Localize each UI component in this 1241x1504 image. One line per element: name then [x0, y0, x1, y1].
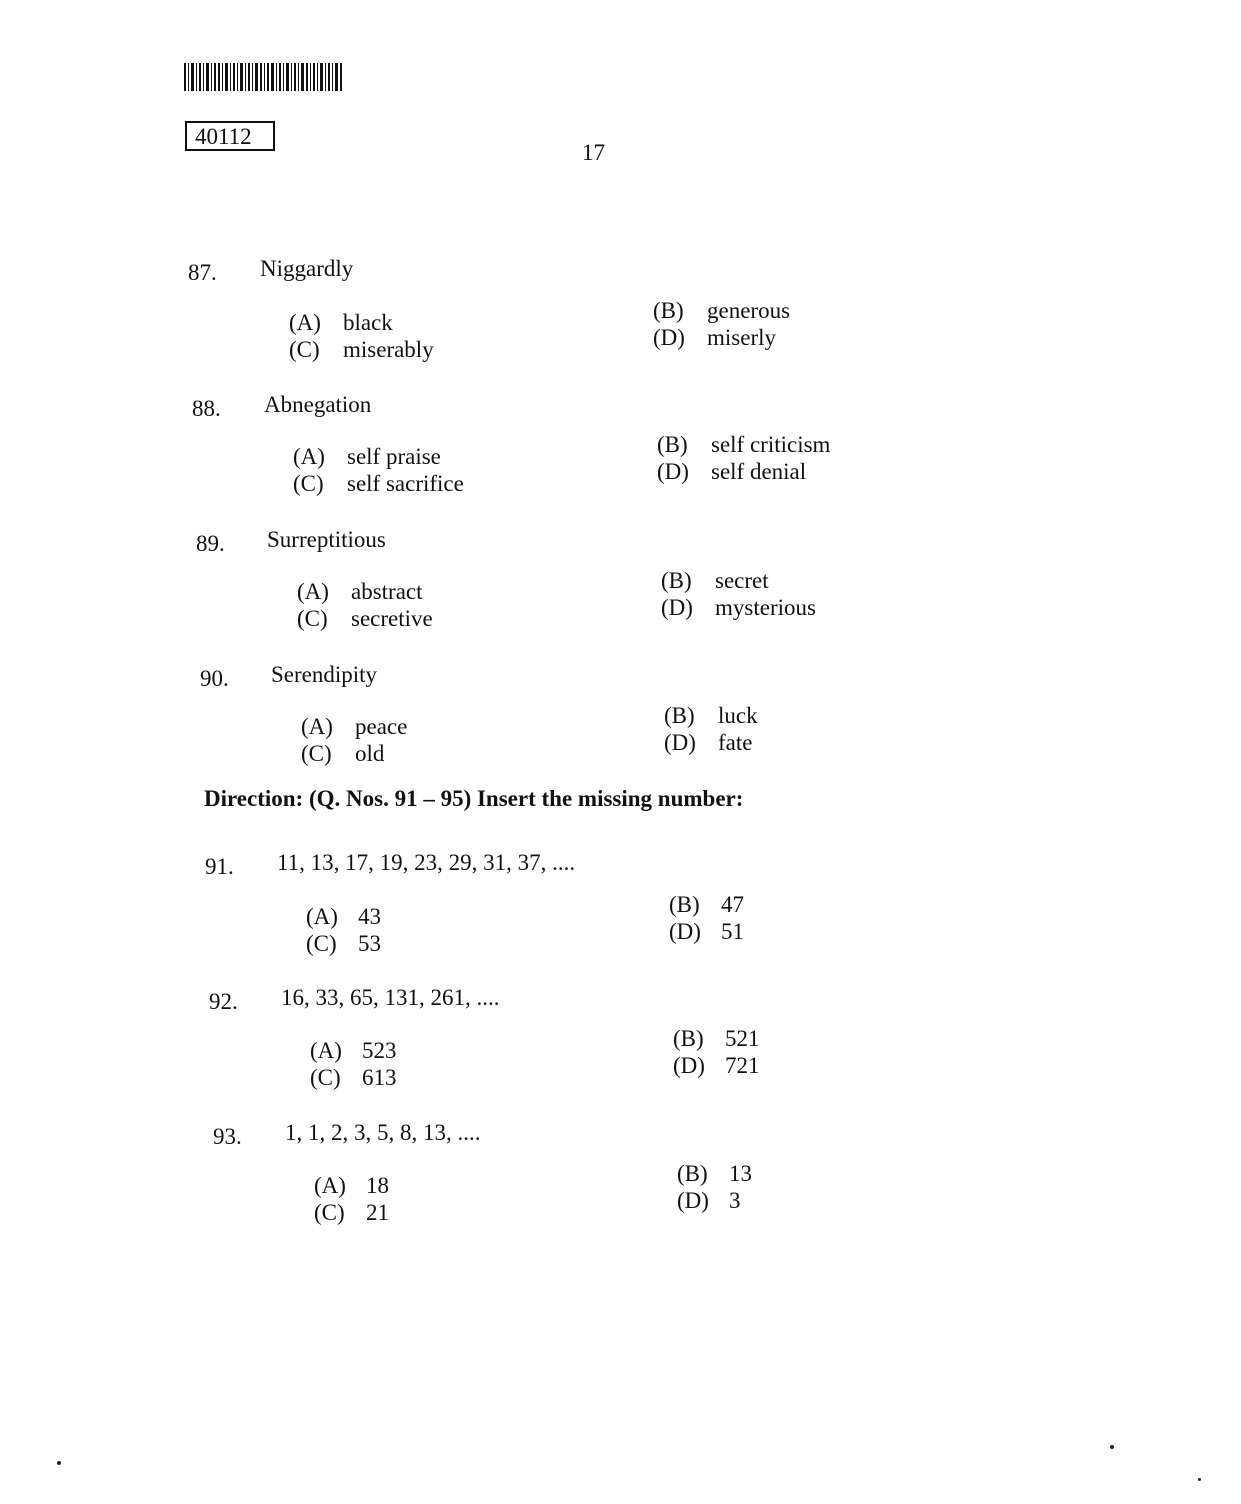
question-stem: Surreptitious	[267, 527, 386, 552]
page-number: 17	[582, 140, 605, 165]
option-label: (C)	[314, 1200, 345, 1225]
option-text: 521	[725, 1026, 760, 1051]
option-text: 721	[725, 1053, 760, 1078]
question-number: 88.	[192, 396, 221, 421]
option-label: (C)	[310, 1065, 341, 1090]
question-number: 92.	[209, 989, 238, 1014]
option-a	[310, 1038, 397, 1064]
option-d	[673, 1053, 760, 1079]
option-text: 47	[721, 892, 744, 917]
option-a	[293, 444, 441, 470]
option-text: 523	[362, 1038, 397, 1063]
option-label: (C)	[289, 337, 320, 362]
option-label: (B)	[661, 568, 692, 593]
option-label: (D)	[664, 730, 696, 755]
option-d	[653, 325, 776, 351]
option-text: miserly	[707, 325, 776, 350]
option-text: self criticism	[711, 432, 831, 457]
option-c	[314, 1200, 389, 1226]
question-stem: Abnegation	[264, 392, 372, 417]
option-b	[657, 432, 830, 458]
option-text: 18	[366, 1173, 389, 1198]
option-a	[297, 579, 423, 605]
option-label: (D)	[673, 1053, 705, 1078]
question-number: 90.	[200, 666, 229, 691]
option-label: (D)	[653, 325, 685, 350]
option-text: miserably	[343, 337, 434, 362]
option-label: (B)	[653, 298, 684, 323]
option-c	[310, 1065, 397, 1091]
option-b	[664, 703, 758, 729]
option-label: (D)	[657, 459, 689, 484]
option-label: (C)	[301, 741, 332, 766]
question-number: 91.	[205, 854, 234, 879]
option-d	[657, 459, 806, 485]
option-label: (B)	[669, 892, 700, 917]
option-label: (A)	[293, 444, 325, 469]
barcode	[184, 63, 342, 91]
option-b	[669, 892, 744, 918]
option-d	[677, 1188, 741, 1214]
option-label: (B)	[673, 1026, 704, 1051]
option-text: 53	[358, 931, 381, 956]
scan-speck	[1110, 1445, 1114, 1449]
option-d	[669, 919, 744, 945]
option-label: (A)	[297, 579, 329, 604]
option-text: generous	[707, 298, 791, 323]
option-label: (D)	[677, 1188, 709, 1213]
question-number: 87.	[188, 260, 217, 285]
option-text: fate	[718, 730, 753, 755]
section-direction: Direction: (Q. Nos. 91 – 95) Insert the missing number:	[204, 786, 744, 811]
option-label: (C)	[297, 606, 328, 631]
option-label: (A)	[289, 310, 321, 335]
scan-speck	[1198, 1478, 1201, 1481]
option-a	[306, 904, 381, 930]
question-number: 89.	[196, 531, 225, 556]
option-text: mysterious	[715, 595, 816, 620]
question-stem: 11, 13, 17, 19, 23, 29, 31, 37, ....	[277, 850, 576, 875]
option-text: self sacrifice	[347, 471, 464, 496]
option-text: 51	[721, 919, 744, 944]
option-text: peace	[355, 714, 408, 739]
option-label: (B)	[657, 432, 688, 457]
option-c	[306, 931, 381, 957]
option-a	[301, 714, 407, 740]
paper-code-box: 40112	[185, 121, 275, 151]
option-label: (B)	[677, 1161, 708, 1186]
option-label: (D)	[661, 595, 693, 620]
option-text: luck	[718, 703, 758, 728]
question-stem: 16, 33, 65, 131, 261, ....	[281, 985, 500, 1010]
option-label: (A)	[310, 1038, 342, 1063]
option-a	[314, 1173, 389, 1199]
question-stem: 1, 1, 2, 3, 5, 8, 13, ....	[285, 1120, 481, 1145]
option-label: (A)	[306, 904, 338, 929]
option-label: (B)	[664, 703, 695, 728]
option-b	[653, 298, 790, 324]
option-text: self denial	[711, 459, 807, 484]
question-stem: Niggardly	[260, 256, 354, 281]
option-d	[661, 595, 816, 621]
option-text: old	[355, 741, 385, 766]
option-c	[297, 606, 433, 632]
option-c	[289, 337, 434, 363]
option-b	[661, 568, 769, 594]
question-number: 93.	[213, 1124, 242, 1149]
option-label: (C)	[293, 471, 324, 496]
option-text: 13	[729, 1161, 752, 1186]
option-text: 21	[366, 1200, 389, 1225]
option-text: secretive	[351, 606, 433, 631]
option-d	[664, 730, 752, 756]
option-c	[293, 471, 464, 497]
option-label: (D)	[669, 919, 701, 944]
scan-speck	[57, 1461, 61, 1465]
option-label: (A)	[301, 714, 333, 739]
option-text: 3	[729, 1188, 741, 1213]
option-label: (C)	[306, 931, 337, 956]
question-stem: Serendipity	[271, 662, 378, 687]
option-a	[289, 310, 393, 336]
option-text: black	[343, 310, 393, 335]
option-b	[677, 1161, 752, 1187]
option-text: abstract	[351, 579, 423, 604]
option-c	[301, 741, 384, 767]
option-label: (A)	[314, 1173, 346, 1198]
option-text: self praise	[347, 444, 441, 469]
option-text: 613	[362, 1065, 397, 1090]
option-text: 43	[358, 904, 381, 929]
option-text: secret	[715, 568, 769, 593]
option-b	[673, 1026, 760, 1052]
